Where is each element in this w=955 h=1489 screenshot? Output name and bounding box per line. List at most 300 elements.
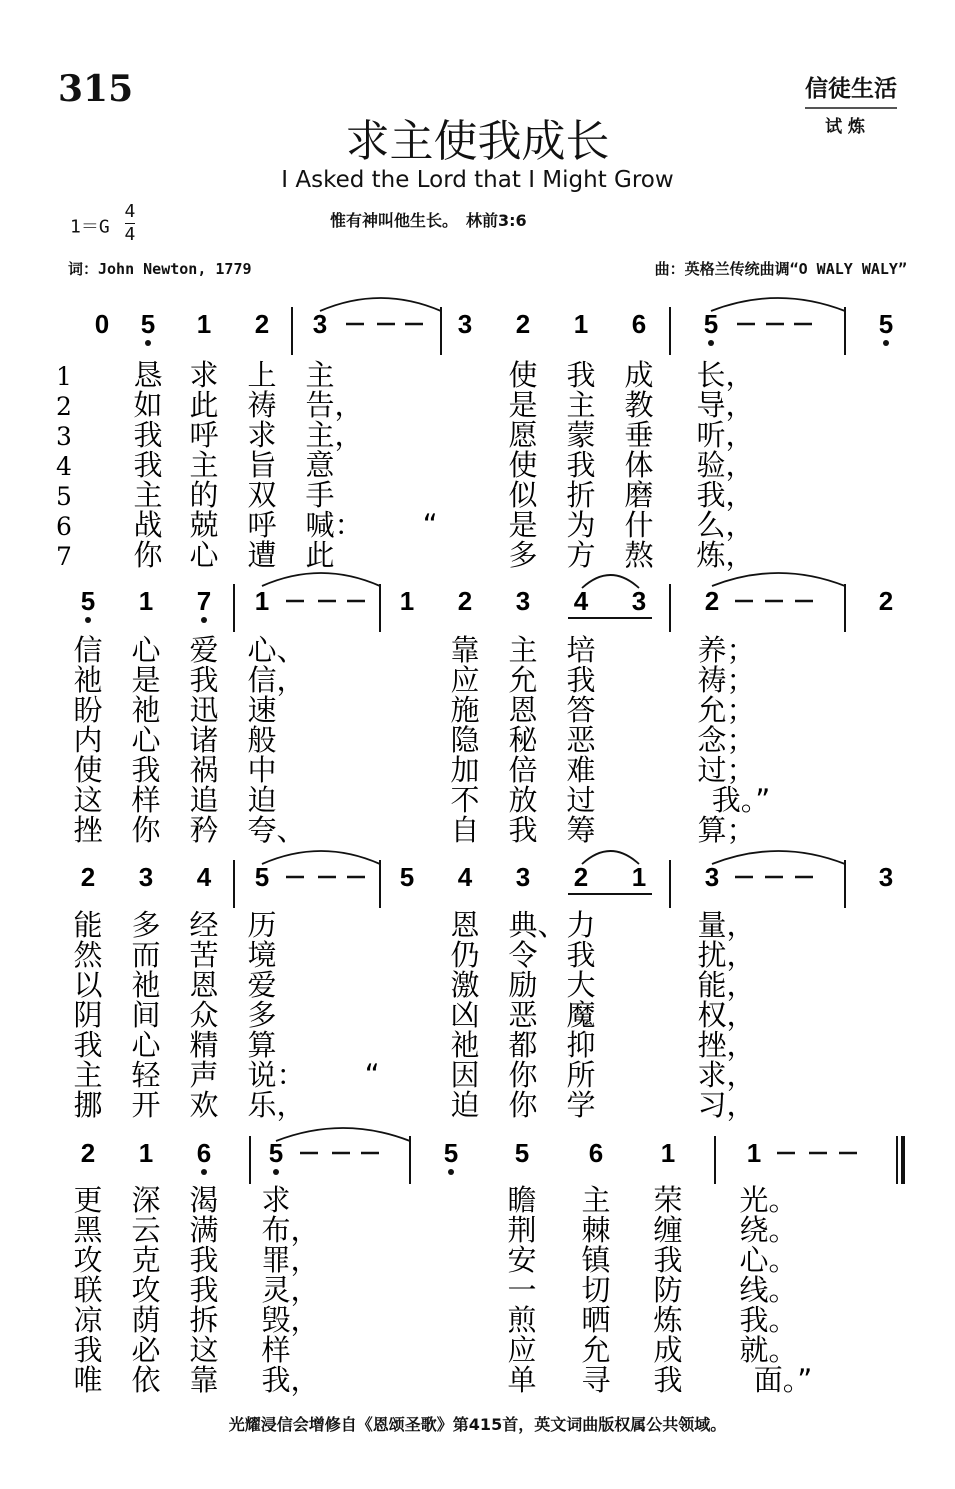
lyric-syllable: 我 bbox=[653, 1363, 683, 1397]
lyric-syllable: 主 bbox=[581, 1183, 611, 1217]
lyric-syllable: 多 bbox=[131, 908, 161, 942]
lyric-syllable: 教 bbox=[624, 388, 654, 422]
lyric-syllable: 我 bbox=[566, 663, 596, 697]
lyric-syllable: 似 bbox=[508, 478, 538, 512]
lyric-syllable: 我 bbox=[508, 813, 538, 847]
note-2: 2 bbox=[573, 862, 589, 892]
time-top: 4 bbox=[124, 201, 136, 222]
lyric-syllable: 此 bbox=[189, 388, 219, 422]
lyric-syllable: 我。 bbox=[739, 1303, 798, 1337]
note-5: 5 bbox=[399, 862, 415, 892]
lyric-syllable: 渴 bbox=[189, 1183, 219, 1217]
note-2: 2 bbox=[80, 862, 96, 892]
note-4: 4 bbox=[573, 586, 589, 616]
lyric-syllable: 典、 bbox=[508, 908, 567, 942]
lyric-syllable: 恶 bbox=[566, 723, 596, 757]
composer-credit: 曲：英格兰传统曲调“O WALY WALY” bbox=[654, 260, 907, 278]
lyric-syllable: 阴 bbox=[73, 998, 103, 1032]
note-5: 5 bbox=[878, 309, 894, 339]
lyric-syllable: 信， bbox=[247, 663, 306, 697]
lyric-syllable: 样 bbox=[131, 783, 161, 817]
lyric-syllable: 兢 bbox=[189, 508, 219, 542]
note-2: 2 bbox=[878, 586, 894, 616]
subcategory-label: 试 炼 bbox=[825, 117, 865, 137]
verse-number-2: 2 bbox=[56, 392, 72, 421]
lyric-syllable: 主， bbox=[305, 418, 364, 452]
lyric-syllable: 更 bbox=[73, 1183, 103, 1217]
lyric-syllable: 励 bbox=[508, 968, 538, 1002]
lyric-syllable: 恩 bbox=[450, 908, 480, 942]
lyric-syllable: 苦 bbox=[189, 938, 219, 972]
note-2: 2 bbox=[80, 1138, 96, 1168]
lyric-syllable: 求， bbox=[697, 1058, 756, 1092]
lyric-syllable: 内 bbox=[73, 723, 103, 757]
lyric-syllable: 双 bbox=[247, 478, 277, 512]
lyric-syllable: 缠 bbox=[653, 1213, 683, 1247]
lyric-syllable: 自 bbox=[450, 813, 480, 847]
lyric-syllable: 迫 bbox=[247, 783, 277, 817]
lyric-syllable: 学 bbox=[566, 1088, 596, 1122]
note-1: 1 bbox=[746, 1138, 762, 1168]
lyric-syllable: 求 bbox=[261, 1183, 291, 1217]
note-1: 1 bbox=[138, 586, 154, 616]
lyric-syllable: 应 bbox=[507, 1333, 537, 1367]
note-6: 6 bbox=[196, 1138, 212, 1168]
lyric-syllable: 罪， bbox=[261, 1243, 320, 1277]
low-octave-dot bbox=[273, 1169, 279, 1175]
lyric-syllable: 切 bbox=[581, 1273, 611, 1307]
verse-number-7: 7 bbox=[56, 542, 72, 571]
lyric-syllable: 扰， bbox=[697, 938, 756, 972]
lyric-syllable: 线。 bbox=[739, 1273, 798, 1307]
lyric-syllable: 我 bbox=[566, 358, 596, 392]
lyric-syllable: 而 bbox=[131, 938, 161, 972]
low-octave-dot bbox=[85, 617, 91, 623]
lyric-syllable: 施 bbox=[450, 693, 480, 727]
lyric-syllable: 境 bbox=[247, 938, 277, 972]
lyric-syllable: 炼 bbox=[653, 1303, 683, 1337]
lyric-syllable: 挫， bbox=[697, 1028, 756, 1062]
lyric-syllable: 精 bbox=[189, 1028, 219, 1062]
lyric-syllable: 心、 bbox=[247, 633, 306, 667]
note-6: 6 bbox=[631, 309, 647, 339]
note-5: 5 bbox=[268, 1138, 284, 1168]
lyric-syllable: 我 bbox=[566, 448, 596, 482]
note-3: 3 bbox=[631, 586, 647, 616]
lyric-syllable: 手 bbox=[305, 478, 335, 512]
lyric-syllable: 祷； bbox=[697, 663, 756, 697]
lyric-syllable: 我， bbox=[696, 478, 755, 512]
lyric-syllable: 熬 bbox=[624, 538, 654, 572]
tie-slur bbox=[320, 298, 441, 311]
lyric-syllable: “ bbox=[364, 1058, 380, 1092]
lyric-syllable: 我 bbox=[189, 1243, 219, 1277]
lyric-syllable: 恩 bbox=[189, 968, 219, 1002]
lyric-syllable: 追 bbox=[189, 783, 219, 817]
lyric-syllable: 声 bbox=[189, 1058, 219, 1092]
lyric-syllable: 祂 bbox=[131, 968, 161, 1002]
lyric-syllable: 体 bbox=[624, 448, 654, 482]
lyric-syllable: 求 bbox=[247, 418, 277, 452]
lyric-syllable: 乐， bbox=[247, 1088, 306, 1122]
lyric-syllable: 求 bbox=[189, 358, 219, 392]
lyric-syllable: 开 bbox=[131, 1088, 161, 1122]
lyric-syllable: 使 bbox=[508, 358, 538, 392]
lyric-syllable: 为 bbox=[566, 508, 596, 542]
lyric-syllable: 过 bbox=[566, 783, 596, 817]
lyric-syllable: 主 bbox=[189, 448, 219, 482]
lyric-syllable: 是 bbox=[508, 508, 538, 542]
lyric-syllable: 众 bbox=[189, 998, 219, 1032]
lyric-syllable: 祸 bbox=[189, 753, 219, 787]
lyric-syllable: 放 bbox=[508, 783, 538, 817]
lyric-syllable: 荆 bbox=[507, 1213, 537, 1247]
lyric-syllable: 光。 bbox=[739, 1183, 798, 1217]
lyric-syllable: 就。 bbox=[739, 1333, 798, 1367]
lyric-syllable: 瞻 bbox=[507, 1183, 537, 1217]
note-1: 1 bbox=[399, 586, 415, 616]
lyric-syllable: 晒 bbox=[581, 1303, 611, 1337]
note-5: 5 bbox=[140, 309, 156, 339]
note-1: 1 bbox=[631, 862, 647, 892]
lyric-syllable: 我。” bbox=[711, 783, 771, 817]
lyric-syllable: 夸、 bbox=[247, 813, 306, 847]
lyric-syllable: 我 bbox=[131, 753, 161, 787]
lyric-syllable: 喊： bbox=[305, 508, 364, 542]
lyric-syllable: 深 bbox=[131, 1183, 161, 1217]
lyric-syllable: 我 bbox=[73, 1333, 103, 1367]
lyric-syllable: 布， bbox=[261, 1213, 320, 1247]
lyric-syllable: 不 bbox=[450, 783, 480, 817]
note-1: 1 bbox=[138, 1138, 154, 1168]
lyric-syllable: 算 bbox=[247, 1028, 277, 1062]
lyric-syllable: 使 bbox=[73, 753, 103, 787]
lyric-syllable: 能， bbox=[697, 968, 756, 1002]
verse-number-1: 1 bbox=[56, 362, 72, 391]
time-bottom: 4 bbox=[124, 224, 136, 245]
note-3: 3 bbox=[457, 309, 473, 339]
lyric-syllable: 矜 bbox=[189, 813, 219, 847]
lyric-syllable: 所 bbox=[566, 1058, 596, 1092]
lyricist-credit: 词：John Newton, 1779 bbox=[68, 260, 252, 278]
lyric-syllable: 应 bbox=[450, 663, 480, 697]
lyric-syllable: 么， bbox=[696, 508, 755, 542]
lyric-syllable: 一 bbox=[507, 1273, 537, 1307]
lyric-syllable: 经 bbox=[189, 908, 219, 942]
lyric-syllable: 我 bbox=[73, 1028, 103, 1062]
lyric-syllable: 祷 bbox=[247, 388, 277, 422]
lyric-syllable: 唯 bbox=[73, 1363, 103, 1397]
lyric-syllable: 联 bbox=[73, 1273, 103, 1307]
note-6: 6 bbox=[588, 1138, 604, 1168]
note-4: 4 bbox=[196, 862, 212, 892]
lyric-syllable: 上 bbox=[247, 358, 277, 392]
lyric-syllable: 大 bbox=[566, 968, 596, 1002]
lyric-syllable: 加 bbox=[450, 753, 480, 787]
lyric-syllable: 寻 bbox=[581, 1363, 611, 1397]
note-5: 5 bbox=[703, 309, 719, 339]
lyric-syllable: 信 bbox=[73, 633, 103, 667]
note-2: 2 bbox=[704, 586, 720, 616]
lyric-syllable: 你 bbox=[508, 1088, 538, 1122]
lyric-syllable: 因 bbox=[450, 1058, 480, 1092]
lyric-syllable: 荣 bbox=[653, 1183, 683, 1217]
lyric-syllable: 是 bbox=[508, 388, 538, 422]
tie-slur bbox=[276, 1128, 410, 1141]
lyric-syllable: 心 bbox=[131, 1028, 161, 1062]
lyric-syllable: 祂 bbox=[450, 1028, 480, 1062]
note-4: 4 bbox=[457, 862, 473, 892]
lyric-syllable: 磨 bbox=[624, 478, 654, 512]
lyric-syllable: 轻 bbox=[131, 1058, 161, 1092]
lyric-syllable: 令 bbox=[508, 938, 538, 972]
lyric-syllable: 多 bbox=[247, 998, 277, 1032]
lyric-syllable: 使 bbox=[508, 448, 538, 482]
low-octave-dot bbox=[883, 340, 889, 346]
note-3: 3 bbox=[878, 862, 894, 892]
lyric-syllable: 我 bbox=[566, 938, 596, 972]
lyric-syllable: 靠 bbox=[450, 633, 480, 667]
scripture-reference: 惟有神叫他生长。 林前3:6 bbox=[330, 211, 527, 230]
note-5: 5 bbox=[80, 586, 96, 616]
lyric-syllable: 意 bbox=[305, 448, 335, 482]
lyric-syllable: 拆 bbox=[189, 1303, 219, 1337]
low-octave-dot bbox=[201, 1169, 207, 1175]
lyric-syllable: 蒙 bbox=[566, 418, 596, 452]
lyric-syllable: 倍 bbox=[508, 753, 538, 787]
lyric-syllable: 镇 bbox=[581, 1243, 611, 1277]
lyric-syllable: 我 bbox=[133, 418, 163, 452]
low-octave-dot bbox=[145, 340, 151, 346]
lyric-syllable: 秘 bbox=[508, 723, 538, 757]
lyric-syllable: 我， bbox=[261, 1363, 320, 1397]
note-5: 5 bbox=[514, 1138, 530, 1168]
lyric-syllable: 主 bbox=[133, 478, 163, 512]
lyric-syllable: 攻 bbox=[131, 1273, 161, 1307]
note-5: 5 bbox=[254, 862, 270, 892]
lyric-syllable: 你 bbox=[131, 813, 161, 847]
lyric-syllable: 过； bbox=[697, 753, 756, 787]
note-3: 3 bbox=[704, 862, 720, 892]
note-7: 7 bbox=[196, 586, 212, 616]
lyric-syllable: 然 bbox=[73, 938, 103, 972]
verse-number-4: 4 bbox=[56, 452, 72, 481]
tie-slur bbox=[711, 298, 845, 311]
note-0: 0 bbox=[94, 309, 110, 339]
low-octave-dot bbox=[708, 340, 714, 346]
lyric-syllable: 中 bbox=[247, 753, 277, 787]
lyric-syllable: 如 bbox=[133, 388, 163, 422]
lyric-syllable: 主 bbox=[73, 1058, 103, 1092]
lyric-syllable: 云 bbox=[131, 1213, 161, 1247]
low-octave-dot bbox=[448, 1169, 454, 1175]
tie-slur bbox=[262, 573, 380, 586]
lyric-syllable: 心 bbox=[131, 723, 161, 757]
lyric-syllable: 方 bbox=[566, 538, 596, 572]
hymn-title: 求主使我成长 bbox=[345, 116, 610, 167]
lyric-syllable: “ bbox=[422, 508, 438, 542]
lyric-syllable: 历 bbox=[247, 908, 277, 942]
lyric-syllable: 我 bbox=[133, 448, 163, 482]
lyric-syllable: 培 bbox=[566, 633, 596, 667]
lyric-syllable: 毁， bbox=[261, 1303, 320, 1337]
note-1: 1 bbox=[196, 309, 212, 339]
category-label: 信徒生活 bbox=[805, 70, 897, 109]
lyric-syllable: 长， bbox=[696, 358, 755, 392]
lyric-syllable: 爱 bbox=[189, 633, 219, 667]
lyric-syllable: 是 bbox=[131, 663, 161, 697]
tie-slur bbox=[712, 851, 845, 864]
note-1: 1 bbox=[573, 309, 589, 339]
note-3: 3 bbox=[138, 862, 154, 892]
lyric-syllable: 验， bbox=[696, 448, 755, 482]
lyric-syllable: 间 bbox=[131, 998, 161, 1032]
lyric-syllable: 隐 bbox=[450, 723, 480, 757]
lyric-syllable: 满 bbox=[189, 1213, 219, 1247]
lyric-syllable: 难 bbox=[566, 753, 596, 787]
lyric-syllable: 凉 bbox=[73, 1303, 103, 1337]
lyric-syllable: 垂 bbox=[624, 418, 654, 452]
lyric-syllable: 允 bbox=[508, 663, 538, 697]
lyric-syllable: 迫 bbox=[450, 1088, 480, 1122]
lyric-syllable: 以 bbox=[73, 968, 103, 1002]
lyric-syllable: 速 bbox=[247, 693, 277, 727]
lyric-syllable: 煎 bbox=[507, 1303, 537, 1337]
low-octave-dot bbox=[201, 617, 207, 623]
lyric-syllable: 面。” bbox=[753, 1363, 813, 1397]
lyric-syllable: 主 bbox=[305, 358, 335, 392]
lyric-syllable: 这 bbox=[189, 1333, 219, 1367]
lyric-syllable: 告， bbox=[305, 388, 364, 422]
tie-slur bbox=[262, 851, 380, 864]
lyric-syllable: 靠 bbox=[189, 1363, 219, 1397]
lyric-syllable: 棘 bbox=[581, 1213, 611, 1247]
lyric-syllable: 般 bbox=[247, 723, 277, 757]
lyric-syllable: 荫 bbox=[131, 1303, 161, 1337]
lyric-syllable: 抑 bbox=[566, 1028, 596, 1062]
lyric-syllable: 必 bbox=[131, 1333, 161, 1367]
lyric-syllable: 挪 bbox=[73, 1088, 103, 1122]
lyric-syllable: 呼 bbox=[247, 508, 277, 542]
lyric-syllable: 允 bbox=[581, 1333, 611, 1367]
verse-number-6: 6 bbox=[56, 512, 72, 541]
lyric-syllable: 能 bbox=[73, 908, 103, 942]
lyric-syllable: 我 bbox=[653, 1243, 683, 1277]
lyric-syllable: 迅 bbox=[189, 693, 219, 727]
lyric-syllable: 筹 bbox=[566, 813, 596, 847]
lyric-syllable: 单 bbox=[507, 1363, 537, 1397]
lyric-syllable: 的 bbox=[189, 478, 219, 512]
lyric-syllable: 炼， bbox=[696, 538, 755, 572]
lyric-syllable: 都 bbox=[508, 1028, 538, 1062]
lyric-syllable: 力 bbox=[566, 908, 596, 942]
note-1: 1 bbox=[660, 1138, 676, 1168]
hymn-number: 315 bbox=[58, 68, 134, 110]
lyric-syllable: 恳 bbox=[133, 358, 163, 392]
lyric-syllable: 听， bbox=[696, 418, 755, 452]
note-3: 3 bbox=[515, 862, 531, 892]
lyric-syllable: 克 bbox=[131, 1243, 161, 1277]
lyric-syllable: 遭 bbox=[247, 538, 277, 572]
lyric-syllable: 成 bbox=[624, 358, 654, 392]
lyric-syllable: 算； bbox=[697, 813, 756, 847]
lyric-syllable: 攻 bbox=[73, 1243, 103, 1277]
lyric-syllable: 心 bbox=[131, 633, 161, 667]
lyric-syllable: 仍 bbox=[450, 938, 480, 972]
lyric-syllable: 主 bbox=[508, 633, 538, 667]
english-title: I Asked the Lord that I Might Grow bbox=[281, 167, 674, 193]
lyric-syllable: 权， bbox=[697, 998, 756, 1032]
lyric-syllable: 激 bbox=[450, 968, 480, 1002]
lyric-syllable: 答 bbox=[566, 693, 596, 727]
lyric-syllable: 心 bbox=[189, 538, 219, 572]
lyric-syllable: 你 bbox=[133, 538, 163, 572]
lyric-syllable: 心。 bbox=[739, 1243, 798, 1277]
verse-number-3: 3 bbox=[56, 422, 72, 451]
lyric-syllable: 凶 bbox=[450, 998, 480, 1032]
note-5: 5 bbox=[443, 1138, 459, 1168]
note-2: 2 bbox=[515, 309, 531, 339]
lyric-syllable: 习， bbox=[697, 1088, 756, 1122]
tie-slur bbox=[582, 575, 639, 588]
lyric-syllable: 盼 bbox=[73, 693, 103, 727]
copyright-footer: 光耀浸信会增修自《恩颂圣歌》第415首，英文词曲版权属公共领域。 bbox=[228, 1415, 727, 1434]
lyric-syllable: 主 bbox=[566, 388, 596, 422]
lyric-syllable: 我 bbox=[189, 663, 219, 697]
lyric-syllable: 诸 bbox=[189, 723, 219, 757]
lyric-syllable: 此 bbox=[305, 538, 335, 572]
lyric-syllable: 量， bbox=[697, 908, 756, 942]
lyric-syllable: 你 bbox=[508, 1058, 538, 1092]
lyric-syllable: 允； bbox=[697, 693, 756, 727]
lyric-syllable: 绕。 bbox=[739, 1213, 798, 1247]
lyric-syllable: 黑 bbox=[73, 1213, 103, 1247]
lyric-syllable: 愿 bbox=[508, 418, 538, 452]
lyric-syllable: 样 bbox=[261, 1333, 291, 1367]
lyric-syllable: 安 bbox=[507, 1243, 537, 1277]
lyric-syllable: 魔 bbox=[566, 998, 596, 1032]
lyric-syllable: 恶 bbox=[508, 998, 538, 1032]
note-2: 2 bbox=[457, 586, 473, 616]
lyric-syllable: 成 bbox=[653, 1333, 683, 1367]
lyric-syllable: 导， bbox=[696, 388, 755, 422]
lyric-syllable: 祂 bbox=[131, 693, 161, 727]
key-text: 1＝G bbox=[70, 216, 110, 238]
note-3: 3 bbox=[515, 586, 531, 616]
lyric-syllable: 恩 bbox=[508, 693, 538, 727]
lyric-syllable: 欢 bbox=[189, 1088, 219, 1122]
lyric-syllable: 依 bbox=[131, 1363, 161, 1397]
tie-slur bbox=[712, 573, 845, 586]
lyric-syllable: 爱 bbox=[247, 968, 277, 1002]
lyric-syllable: 多 bbox=[508, 538, 538, 572]
note-1: 1 bbox=[254, 586, 270, 616]
lyric-syllable: 这 bbox=[73, 783, 103, 817]
lyric-syllable: 养； bbox=[697, 633, 756, 667]
lyric-syllable: 折 bbox=[566, 478, 596, 512]
lyric-syllable: 防 bbox=[653, 1273, 683, 1307]
lyric-syllable: 挫 bbox=[73, 813, 103, 847]
verse-number-5: 5 bbox=[56, 482, 72, 511]
note-3: 3 bbox=[312, 309, 328, 339]
lyric-syllable: 旨 bbox=[247, 448, 277, 482]
lyric-syllable: 战 bbox=[133, 508, 163, 542]
lyric-syllable: 我 bbox=[189, 1273, 219, 1307]
lyric-syllable: 说： bbox=[247, 1058, 306, 1092]
lyric-syllable: 什 bbox=[624, 508, 654, 542]
lyric-syllable: 呼 bbox=[189, 418, 219, 452]
note-2: 2 bbox=[254, 309, 270, 339]
